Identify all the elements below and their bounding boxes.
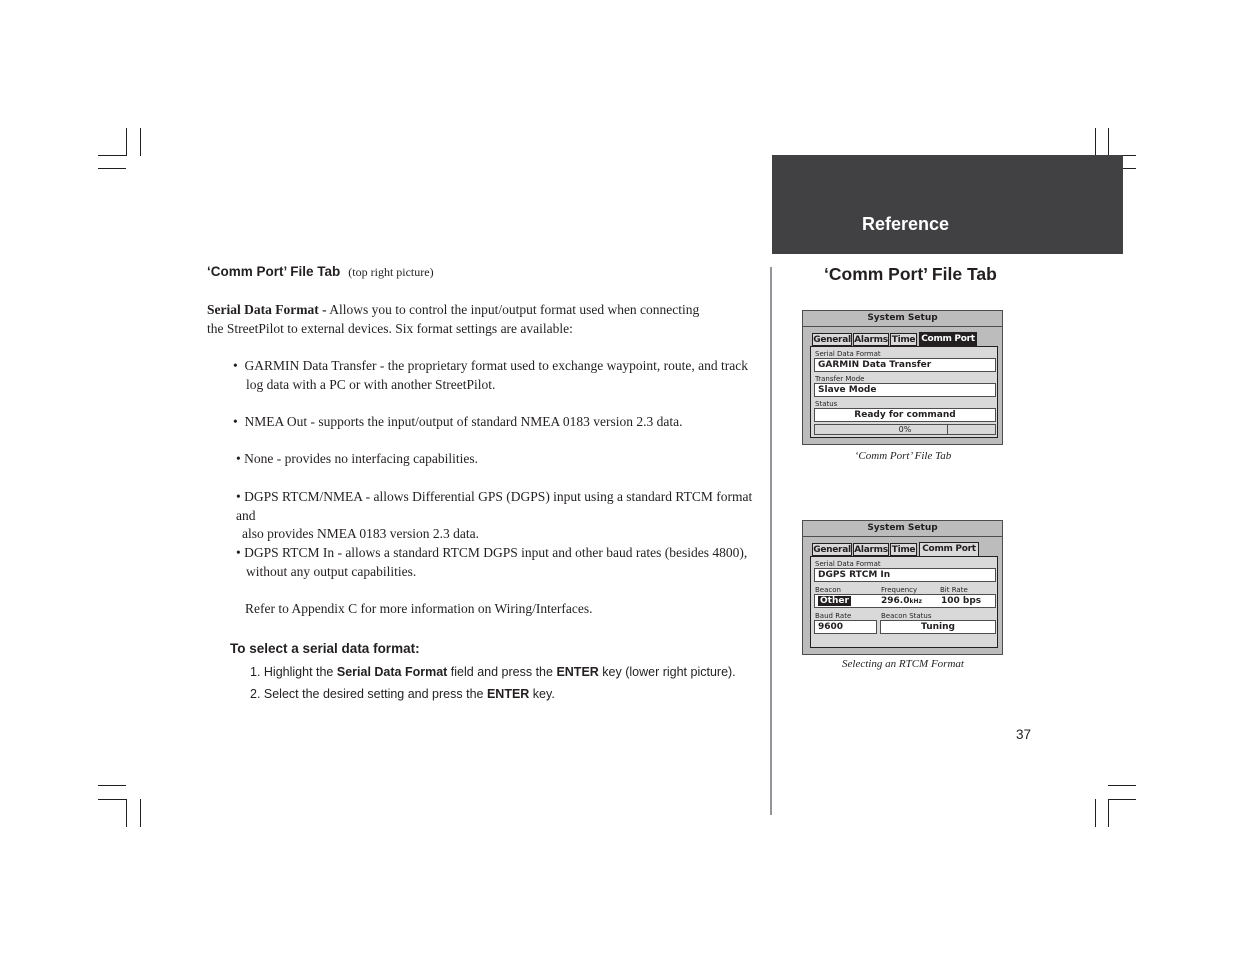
section-band	[772, 155, 1123, 254]
column-divider	[770, 267, 772, 815]
bullet-line: also provides NMEA 0183 version 2.3 data.	[242, 526, 479, 541]
steps-heading: To select a serial data format:	[230, 641, 420, 656]
crop-mark	[1095, 128, 1096, 156]
tab-comm-port[interactable]: Comm Port	[919, 332, 977, 347]
crop-mark	[126, 799, 127, 827]
field-label: Transfer Mode	[815, 375, 865, 383]
crop-mark	[98, 155, 126, 156]
tab-comm-port[interactable]: Comm Port	[919, 542, 979, 556]
tab-general[interactable]: General	[813, 335, 851, 345]
field-label: Serial Data Format	[815, 350, 881, 358]
left-heading-note: (top right picture)	[348, 265, 434, 279]
step-text: field and press the	[447, 665, 557, 679]
baud-rate-field[interactable]: 9600	[814, 620, 877, 634]
device-screen-rtcm	[802, 520, 1003, 655]
step-text: key.	[529, 687, 555, 701]
crop-mark	[1108, 799, 1136, 800]
list-item	[233, 413, 763, 432]
crop-mark	[1095, 799, 1096, 827]
field-label: Beacon	[815, 586, 841, 594]
left-heading-text: ‘Comm Port’ File Tab	[207, 264, 341, 279]
tab-time[interactable]: Time	[891, 335, 916, 345]
tab-alarms[interactable]: Alarms	[854, 545, 888, 555]
crop-mark	[98, 168, 126, 169]
step-text: 2. Select the desired setting and press the	[250, 687, 487, 701]
crop-mark	[1108, 799, 1109, 827]
bullet-line: • NMEA Out - supports the input/output of standard NMEA 0183 version 2.3 data.	[233, 414, 683, 429]
step-key: ENTER	[556, 665, 599, 679]
crop-mark	[140, 799, 141, 827]
status-field: Ready for command	[814, 408, 996, 422]
field-label: Beacon Status	[881, 612, 932, 620]
bullet-line: • None - provides no interfacing capabilities.	[236, 451, 479, 466]
frequency-number: 296.0	[881, 596, 910, 606]
bullet-text: NMEA Out - supports the input/output of standard NMEA 0183 version 2.3 data.	[244, 414, 683, 429]
serial-data-format-field[interactable]: GARMIN Data Transfer	[814, 358, 996, 372]
field-label: Bit Rate	[940, 586, 968, 594]
field-label: Status	[815, 400, 838, 408]
right-heading: ‘Comm Port’ File Tab	[824, 264, 997, 284]
crop-mark	[140, 128, 141, 156]
intro-line-1	[207, 301, 767, 320]
crop-mark	[98, 785, 126, 786]
bit-rate-value: 100 bps	[941, 596, 982, 606]
list-item	[233, 357, 763, 394]
beacon-field[interactable]	[814, 594, 996, 608]
step-bold: Serial Data Format	[336, 665, 448, 679]
caption-1: ‘Comm Port’ File Tab	[854, 450, 952, 462]
tab-panel	[810, 556, 998, 648]
progress-bar	[814, 424, 996, 435]
bullet-line: • DGPS RTCM In - allows a standard RTCM DGPS input and other baud rates (besides 4800),	[236, 545, 748, 560]
tab-alarms[interactable]: Alarms	[854, 335, 888, 345]
step-2	[250, 687, 555, 701]
frequency-unit: kHz	[909, 598, 922, 605]
beacon-value[interactable]: Other	[820, 596, 849, 606]
bullet-line: log data with a PC or with another StreetPilot.	[246, 376, 496, 392]
bullet-line: • GARMIN Data Transfer - the proprietary format used to exchange waypoint, route, and track	[233, 358, 748, 373]
field-label: Serial Data Format	[815, 560, 881, 568]
bullet-line: • DGPS RTCM/NMEA - allows Differential GPS (DGPS) input using a standard RTCM format and	[236, 489, 753, 523]
screen-title: System Setup	[803, 521, 1002, 537]
beacon-status-field: Tuning	[880, 620, 996, 634]
step-text: 1. Highlight the	[250, 665, 337, 679]
section-title: Reference	[862, 214, 950, 234]
screen-title: System Setup	[803, 311, 1002, 327]
left-heading	[207, 264, 434, 280]
bullet-line: without any output capabilities.	[246, 563, 417, 579]
field-label: Frequency	[881, 586, 918, 594]
progress-divider	[947, 425, 948, 434]
device-screen-comm-port	[802, 310, 1003, 445]
refer-paragraph: Refer to Appendix C for more information on Wiring/Interfaces.	[245, 601, 593, 616]
crop-mark	[1108, 128, 1109, 156]
tab-panel	[810, 346, 998, 438]
crop-mark	[1108, 785, 1136, 786]
caption-2: Selecting an RTCM Format	[842, 658, 964, 670]
bullet-text: DGPS RTCM/NMEA - allows Differential GPS (DGPS) input using a standard RTCM format and	[236, 489, 753, 523]
transfer-mode-field[interactable]: Slave Mode	[814, 383, 996, 397]
page-number: 37	[1016, 727, 1032, 742]
crop-mark	[98, 799, 126, 800]
tab-general[interactable]: General	[813, 545, 851, 555]
crop-mark	[126, 128, 127, 156]
frequency-value	[881, 595, 922, 608]
step-key: ENTER	[486, 687, 530, 701]
bullet-text: GARMIN Data Transfer - the proprietary format used to exchange waypoint, route, and track	[244, 358, 748, 373]
intro-paragraph	[207, 301, 767, 338]
field-label: Baud Rate	[815, 612, 852, 620]
serial-data-format-field[interactable]: DGPS RTCM In	[814, 568, 996, 582]
tab-time[interactable]: Time	[891, 545, 916, 555]
step-1	[250, 665, 736, 679]
bullet-text: DGPS RTCM In - allows a standard RTCM DGPS input and other baud rates (besides 4800),	[244, 545, 748, 560]
list-item	[236, 450, 766, 469]
intro-text-1: Allows you to control the input/output format used when connecting	[326, 302, 700, 317]
step-text: key (lower right picture).	[598, 665, 736, 679]
list-item	[236, 544, 766, 581]
intro-bold: Serial Data Format -	[207, 302, 327, 317]
progress-text: 0%	[898, 425, 912, 434]
intro-line-2: the StreetPilot to external devices. Six format settings are available:	[207, 320, 573, 336]
bullet-text: None - provides no interfacing capabilities.	[244, 451, 479, 466]
list-item	[236, 488, 766, 544]
